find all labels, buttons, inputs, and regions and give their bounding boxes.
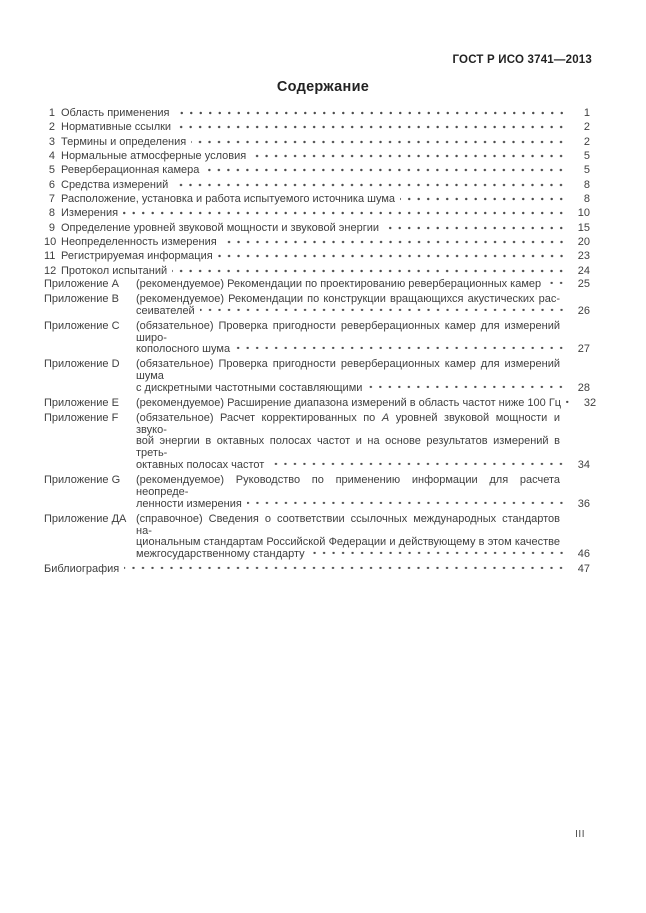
toc-entry-page: 23 <box>577 250 590 263</box>
toc-entry <box>44 135 590 149</box>
toc-entry-title: Нормативные ссылки <box>61 121 172 134</box>
toc-entry-page: 2 <box>583 135 590 148</box>
text-segment: (рекомендуемое) Рекомендации по проектированию реверберационных камер <box>136 278 542 291</box>
dot-leader <box>384 221 568 235</box>
page-title: Содержание <box>276 79 370 95</box>
appendix-page: 34 <box>577 459 590 472</box>
appendix-entry <box>44 396 597 410</box>
toc-entry-number: 10 <box>44 236 57 249</box>
toc-entry <box>44 163 590 177</box>
dot-leader <box>251 149 568 163</box>
toc-entry-number: 2 <box>48 121 55 134</box>
appendix-text <box>136 344 230 356</box>
bibliography-label: Библиография <box>44 563 120 576</box>
toc-entry-number: 1 <box>48 107 55 119</box>
toc-entry <box>44 192 590 206</box>
toc-entry-page: 20 <box>577 236 590 249</box>
toc-entry <box>44 221 590 235</box>
dot-leader <box>222 235 568 249</box>
toc-entry <box>44 178 590 192</box>
appendix-text <box>136 536 560 548</box>
appendix-description <box>136 294 590 318</box>
toc-entry <box>44 206 590 220</box>
bibliography-page: 47 <box>577 563 590 576</box>
appendix-description <box>136 359 590 395</box>
appendix-entry <box>44 294 590 318</box>
appendix-entry <box>44 279 590 291</box>
appendix-text-line <box>136 460 590 472</box>
appendix-text <box>136 383 362 395</box>
toc-entry <box>44 249 590 263</box>
dot-leader <box>247 499 568 511</box>
toc-entry-title: Неопределенность измерения <box>61 236 217 249</box>
text-segment: (обязательное) Проверка пригодности реверберационных камер для измерений широ- <box>136 319 560 344</box>
text-segment: с дискретными частотными составляющими <box>136 382 363 395</box>
dot-leader <box>546 279 568 291</box>
appendix-description <box>136 475 590 511</box>
dot-leader <box>310 549 568 561</box>
appendix-label: Приложение B <box>44 292 119 305</box>
appendix-page: 36 <box>577 497 590 510</box>
appendix-text <box>136 474 560 498</box>
dot-leader <box>191 135 568 149</box>
toc-entry-page: 2 <box>583 121 590 134</box>
toc-entry-number: 4 <box>48 150 55 163</box>
appendix-text <box>136 358 560 382</box>
appendix-entry <box>44 514 590 562</box>
appendix-entry <box>44 475 590 511</box>
toc-entry-number: 5 <box>48 164 55 177</box>
appendix-text-line <box>136 359 590 383</box>
appendix-label: Приложение A <box>44 278 119 291</box>
toc-entry <box>44 149 590 163</box>
toc-entry-number: 8 <box>48 207 55 220</box>
dot-leader <box>173 178 568 192</box>
toc-entry <box>44 120 590 134</box>
appendix-entry <box>44 359 590 395</box>
dot-leader <box>200 306 568 318</box>
appendix-text <box>136 412 560 436</box>
toc-entry-number: 7 <box>48 193 55 206</box>
text-segment: (рекомендуемое) Расширение диапазона измерений в область частот ниже 100 Гц <box>136 396 562 409</box>
appendix-text-line <box>136 549 590 561</box>
appendix-text-line <box>136 514 590 538</box>
toc-entry <box>44 106 590 120</box>
toc-entry-title: Термины и определения <box>61 135 187 148</box>
page-number: III <box>575 829 585 840</box>
dot-leader <box>124 564 568 576</box>
toc-entry-title: Область применения <box>61 107 170 119</box>
toc-numbered-list <box>44 106 590 278</box>
text-segment: кополосного шума <box>136 343 231 356</box>
text-segment: (рекомендуемое) Руководство по применению информации для расчета неопреде- <box>136 474 560 498</box>
toc-entry-title: Расположение, установка и работа испытуемого источника шума <box>61 193 396 206</box>
appendix-text-line <box>136 475 590 499</box>
appendix-entry <box>44 321 590 357</box>
appendix-description <box>136 396 597 410</box>
text-segment: циональным стандартам Российской Федерации и действующему в этом качестве <box>136 536 560 549</box>
toc-entry-page: 15 <box>577 221 590 234</box>
appendix-text <box>136 279 541 291</box>
appendix-description <box>136 279 590 291</box>
appendix-text <box>136 398 561 410</box>
text-segment: (рекомендуемое) Рекомендации по конструкции вращающихся акустических рас- <box>136 292 560 305</box>
dot-leader <box>172 264 568 278</box>
dot-leader <box>235 344 568 356</box>
toc-entry-title: Нормальные атмосферные условия <box>61 150 247 163</box>
toc-entry-number: 6 <box>48 178 55 191</box>
text-segment: сеивателей <box>136 304 195 317</box>
appendix-text <box>136 499 242 511</box>
appendix-description <box>136 321 590 357</box>
toc-entry-page: 8 <box>583 178 590 191</box>
appendix-description <box>136 413 590 473</box>
toc-entry-number: 3 <box>48 135 55 148</box>
toc-entry-title: Реверберационная камера <box>61 164 200 177</box>
toc-entry <box>44 264 590 278</box>
toc-entry-number: 12 <box>44 264 57 277</box>
toc-appendix-list <box>44 278 597 561</box>
table-of-contents <box>44 106 597 576</box>
toc-entry <box>44 235 590 249</box>
toc-entry-number: 11 <box>44 250 56 263</box>
appendix-text <box>136 460 264 472</box>
text-segment: (справочное) Сведения о соответствии ссылочных международных стандартов на- <box>136 512 560 537</box>
appendix-text <box>136 435 560 459</box>
bibliography-entry <box>44 564 590 576</box>
appendix-label: Приложение E <box>44 396 119 409</box>
appendix-text-line <box>136 321 590 345</box>
dot-leader <box>269 460 568 472</box>
appendix-page: 26 <box>577 304 590 317</box>
appendix-text-line <box>136 279 590 291</box>
text-segment: межгосударственному стандарту <box>136 548 305 561</box>
toc-entry-page: 5 <box>583 164 590 177</box>
toc-entry-title: Средства измерений <box>61 178 169 191</box>
dot-leader <box>218 249 568 263</box>
appendix-text <box>136 306 195 318</box>
toc-entry-title: Определение уровней звуковой мощности и звуковой энергии <box>61 221 380 234</box>
text-segment: ленности измерения <box>136 497 242 510</box>
appendix-text-line <box>136 383 590 395</box>
appendix-page: 46 <box>577 548 590 561</box>
appendix-text-line <box>136 294 590 306</box>
appendix-text-line <box>136 344 590 356</box>
dot-leader <box>176 120 568 134</box>
appendix-page: 27 <box>577 343 590 356</box>
appendix-label: Приложение G <box>44 474 121 487</box>
text-segment: (обязательное) Расчет корректированных по <box>136 411 382 424</box>
appendix-text-line <box>136 436 590 460</box>
dot-leader <box>400 192 568 206</box>
italic-symbol: A <box>381 411 390 424</box>
dot-leader <box>367 383 568 395</box>
toc-entry-page: 10 <box>577 207 590 220</box>
toc-entry-title: Измерения <box>61 207 119 220</box>
appendix-page: 25 <box>577 278 590 291</box>
appendix-text-line <box>136 499 590 511</box>
appendix-entry <box>44 413 590 473</box>
toc-entry-page: 24 <box>577 264 590 277</box>
appendix-description <box>136 514 590 562</box>
appendix-label: Приложение C <box>44 319 120 332</box>
dot-leader <box>175 106 569 120</box>
appendix-text-line <box>136 413 590 437</box>
dot-leader <box>204 163 568 177</box>
appendix-text <box>136 549 305 561</box>
appendix-text <box>136 293 560 305</box>
toc-entry-number: 9 <box>48 221 55 234</box>
appendix-text-line <box>136 306 590 318</box>
dot-leader <box>123 206 568 220</box>
toc-entry-page: 5 <box>583 150 590 163</box>
text-segment: вой энергии в октавных полосах частот и на основе результатов измерений в треть- <box>136 435 560 460</box>
text-segment: уровней звуковой мощности и звуко- <box>136 411 560 436</box>
text-segment: (обязательное) Проверка пригодности реверберационных камер для измерений шума <box>136 358 560 383</box>
text-segment: октавных полосах частот <box>136 459 265 472</box>
appendix-page: 28 <box>577 382 590 395</box>
dot-leader <box>566 398 574 410</box>
appendix-label: Приложение D <box>44 358 120 371</box>
appendix-text-line <box>136 396 597 410</box>
appendix-label: Приложение ДА <box>44 512 127 525</box>
appendix-text <box>136 320 560 344</box>
toc-entry-page: 1 <box>583 107 590 119</box>
appendix-page: 32 <box>583 396 597 409</box>
appendix-text <box>136 513 560 537</box>
toc-entry-page: 8 <box>583 193 590 206</box>
standard-reference: ГОСТ Р ИСО 3741—2013 <box>452 54 592 66</box>
appendix-label: Приложение F <box>44 411 119 424</box>
toc-entry-title: Протокол испытаний <box>61 264 168 277</box>
toc-entry-title: Регистрируемая информация <box>61 250 213 263</box>
